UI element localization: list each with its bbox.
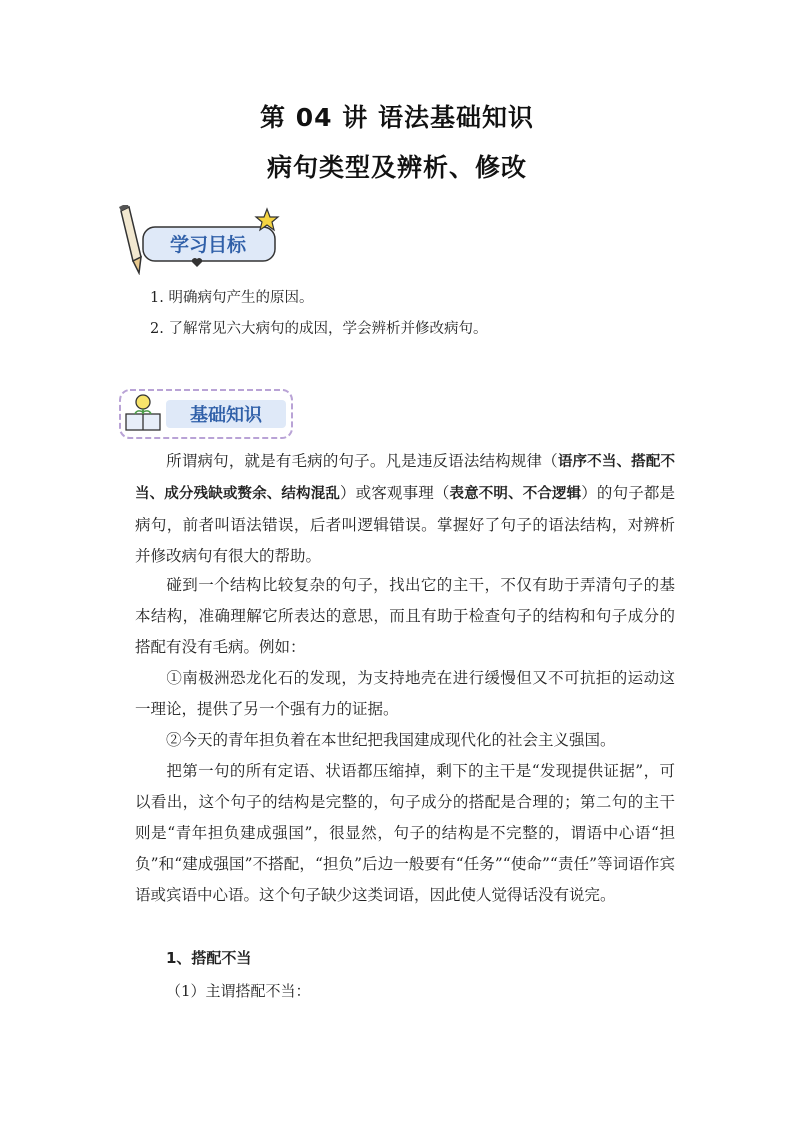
subsection-heading: （1）主谓搭配不当： [166, 982, 311, 1000]
lesson-title: 第 04 讲 语法基础知识 [260, 103, 534, 132]
grammar-error-types: 语序不当、搭配不当、成分残缺或赘余、结构混乱 [135, 454, 675, 502]
pencil-icon [119, 205, 141, 273]
logic-error-types: 表意不明、不合逻辑 [449, 486, 582, 502]
heart-icon [192, 258, 202, 267]
example-sentence-1: ①南极洲恐龙化石的发现，为支持地壳在进行缓慢但又不可抗拒的运动这一理论，提供了另一个强有力的证据。 [135, 669, 675, 718]
basic-knowledge-label: 基础知识 [190, 405, 262, 426]
lesson-subtitle: 病句类型及辨析、修改 [266, 153, 527, 182]
goal-item: 1. 明确病句产生的原因。 [150, 290, 314, 306]
structure-paragraph: 碰到一个结构比较复杂的句子，找出它的主干，不仅有助于弄清句子的基本结构，准确理解它所表达的意思，而且有助于检查句子的结构和句子成分的搭配有没有毛病。例如： [135, 576, 675, 656]
goal-item: 2. 了解常见六大病句的成因，学会辨析并修改病句。 [150, 321, 488, 337]
intro-paragraph: 所谓病句，就是有毛病的句子。凡是违反语法结构规律（语序不当、搭配不当、成分残缺或赘余、结构混乱）或客观事理（表意不明、不合逻辑）的句子都是病句，前者叫语法错误，后者叫逻辑错误。掌握好了句子的语法结构，对辨析并修改病句有很大的帮助。 [135, 452, 675, 565]
example-sentence-2: ②今天的青年担负着在本世纪把我国建成现代化的社会主义强国。 [166, 731, 616, 749]
learning-goals-badge [115, 205, 285, 275]
learning-goals-list [150, 287, 487, 349]
section-heading: 1、搭配不当 [166, 949, 252, 967]
learning-goals-label: 学习目标 [169, 234, 247, 256]
analysis-paragraph: 把第一句的所有定语、状语都压缩掉，剩下的主干是“发现提供证据”，可以看出，这个句子的结构是完整的，句子成分的搭配是合理的；第二句的主干则是“青年担负建成强国”，很显然，句子的结构是不完整的，谓语中心语“担负”和“建成强国”不搭配，“担负”后边一般要有“任务”“使命”“责任”等词语作宾语或宾语中心语。这个句子缺少这类词语，因此使人觉得话没有说完。 [135, 762, 675, 904]
basic-knowledge-badge [118, 388, 294, 440]
